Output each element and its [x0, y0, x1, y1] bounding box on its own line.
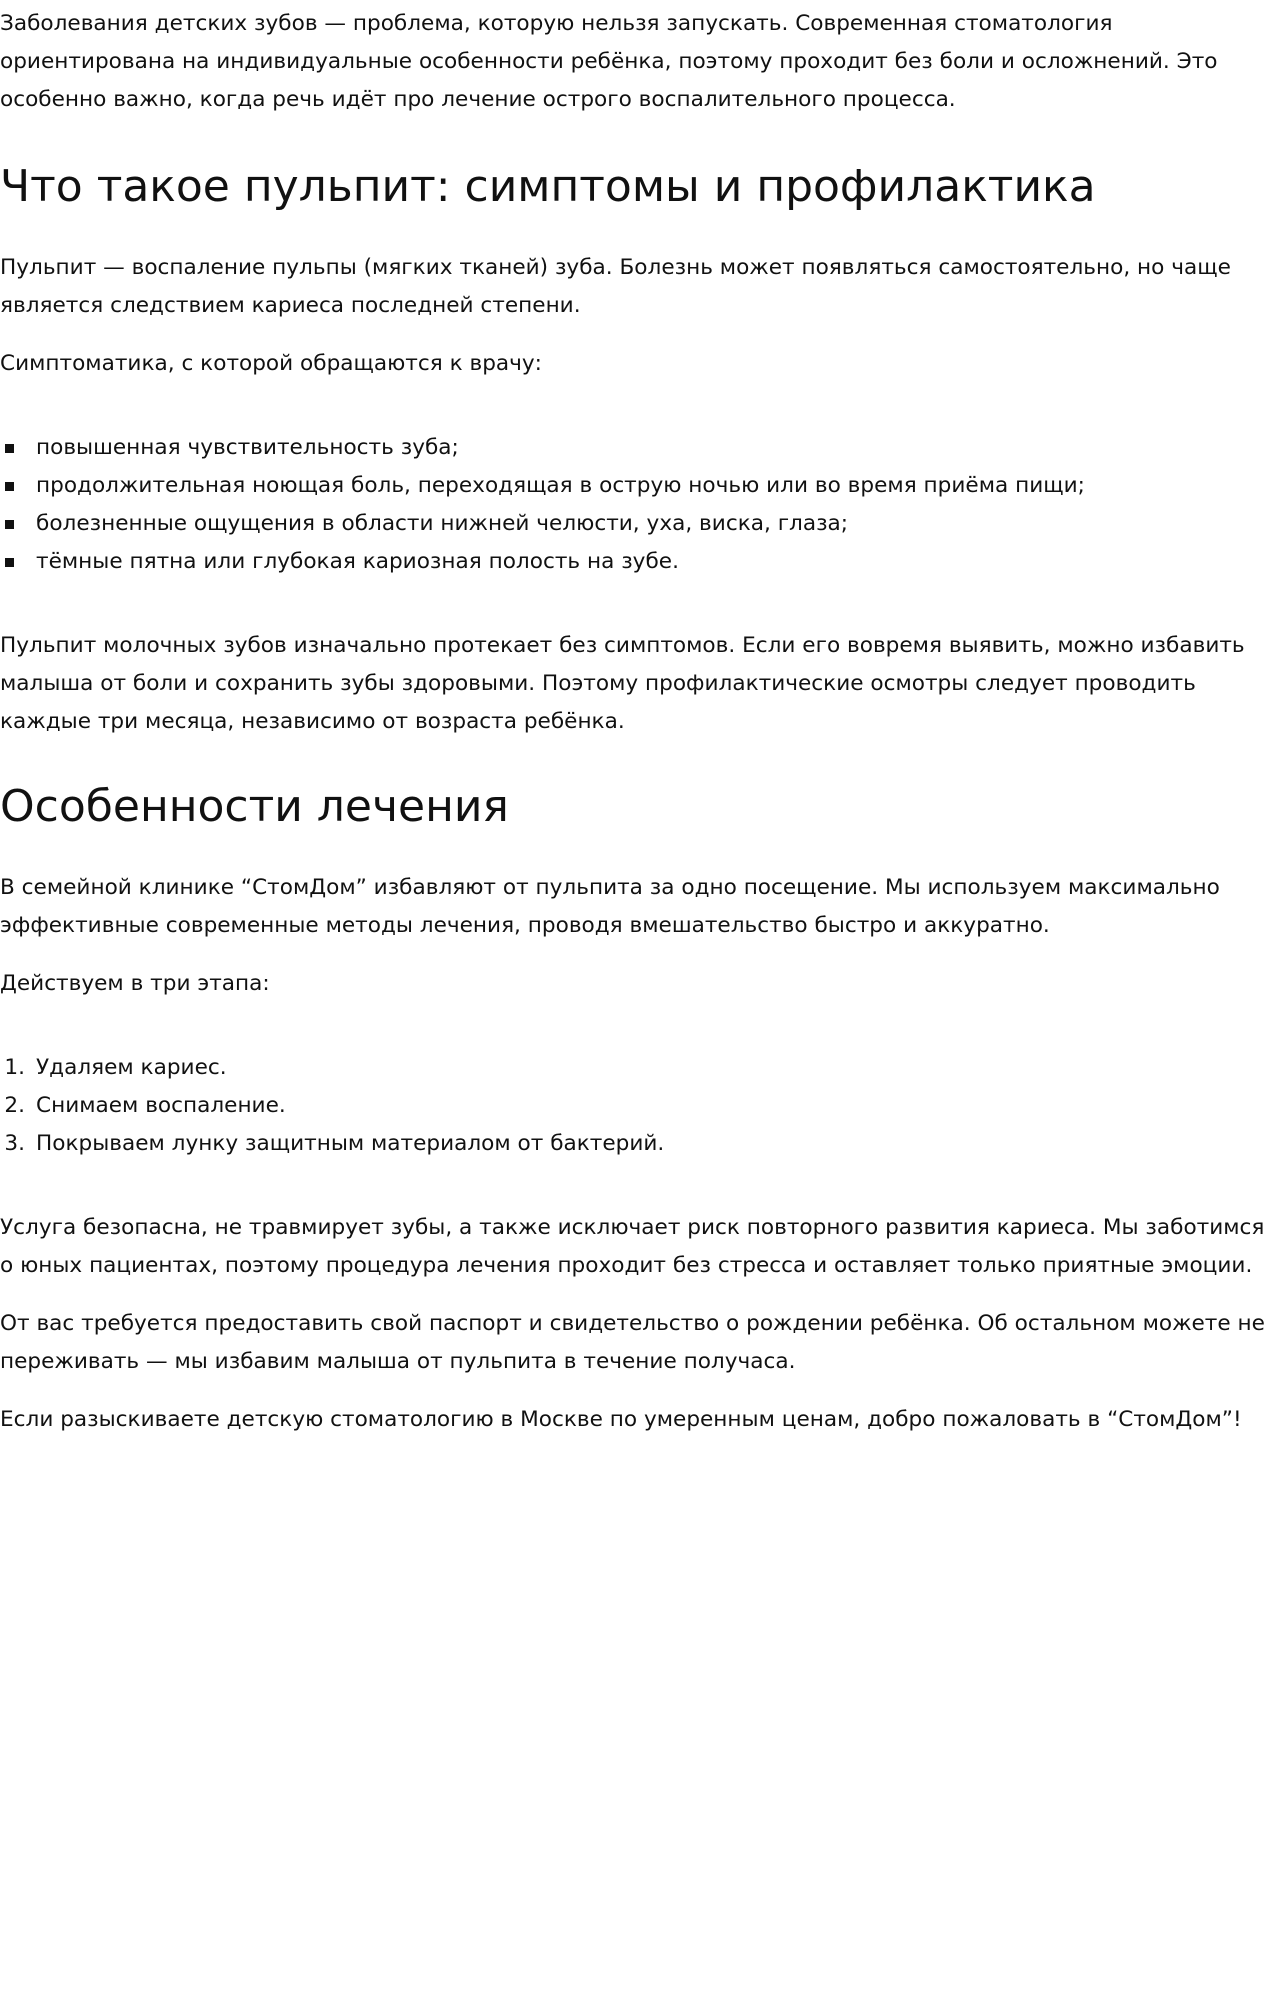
step-number: 2. [4, 1093, 25, 1118]
list-item [4, 1087, 1270, 1125]
bullet-square-icon [5, 520, 14, 529]
list-item [36, 467, 1270, 505]
bullet-square-icon [5, 558, 14, 567]
steps-list [0, 1049, 1270, 1163]
intro-paragraph: Заболевания детских зубов — проблема, которую нельзя запускать. Современная стоматология ориентирована на индивидуальные особенности ребёнка, поэтому проходит без боли и осложнений. Это особенно важно, когда речь идёт про лечение острого воспалительного процесса. [0, 11, 1218, 112]
pulpitis-definition: Пульпит — воспаление пульпы (мягких тканей) зуба. Болезнь может появляться самостоятельно, но чаще является следствием кариеса последней степени. [0, 255, 1231, 318]
list-item-text: болезненные ощущения в области нижней челюсти, уха, виска, глаза; [36, 511, 849, 536]
list-item-text: тёмные пятна или глубокая кариозная полость на зубе. [36, 549, 679, 574]
list-item-text: Удаляем кариес. [36, 1055, 227, 1080]
list-item-text: повышенная чувствительность зуба; [36, 435, 459, 460]
list-item-text: продолжительная ноющая боль, переходящая в острую ночью или во время приёма пищи; [36, 473, 1085, 498]
symptoms-list [0, 429, 1270, 581]
documents-paragraph: От вас требуется предоставить свой паспорт и свидетельство о рождении ребёнка. Об остальном можете не переживать — мы избавим малыша от пульпита в течение получаса. [0, 1311, 1265, 1374]
section-heading-pulpitis: Что такое пульпит: симптомы и профилактика [0, 161, 1096, 212]
list-item-text: Снимаем воспаление. [36, 1093, 286, 1118]
bullet-square-icon [5, 444, 14, 453]
list-item [36, 505, 1270, 543]
bullet-square-icon [5, 482, 14, 491]
steps-intro: Действуем в три этапа: [0, 971, 270, 996]
clinic-paragraph: В семейной клинике “СтомДом” избавляют от пульпита за одно посещение. Мы используем максимально эффективные современные методы лечения, проводя вмешательство быстро и аккуратно. [0, 875, 1220, 938]
section-heading-treatment: Особенности лечения [0, 781, 509, 832]
symptoms-intro: Симптоматика, с которой обращаются к врачу: [0, 351, 542, 376]
step-number: 3. [4, 1131, 25, 1156]
prevention-paragraph: Пульпит молочных зубов изначально протекает без симптомов. Если его вовремя выявить, можно избавить малыша от боли и сохранить зубы здоровыми. Поэтому профилактические осмотры следует проводить каждые три месяца, независимо от возраста ребёнка. [0, 633, 1245, 734]
list-item [36, 543, 1270, 581]
safety-paragraph: Услуга безопасна, не травмирует зубы, а также исключает риск повторного развития кариеса. Мы заботимся о юных пациентах, поэтому процедура лечения проходит без стресса и оставляет только приятные эмоции. [0, 1215, 1265, 1278]
list-item-text: Покрываем лунку защитным материалом от бактерий. [36, 1131, 665, 1156]
list-item [4, 1049, 1270, 1087]
closing-paragraph: Если разыскиваете детскую стоматологию в Москве по умеренным ценам, добро пожаловать в “СтомДом”! [0, 1407, 1242, 1432]
list-item [4, 1125, 1270, 1163]
article [0, 5, 1270, 1439]
list-item [36, 429, 1270, 467]
step-number: 1. [4, 1055, 25, 1080]
